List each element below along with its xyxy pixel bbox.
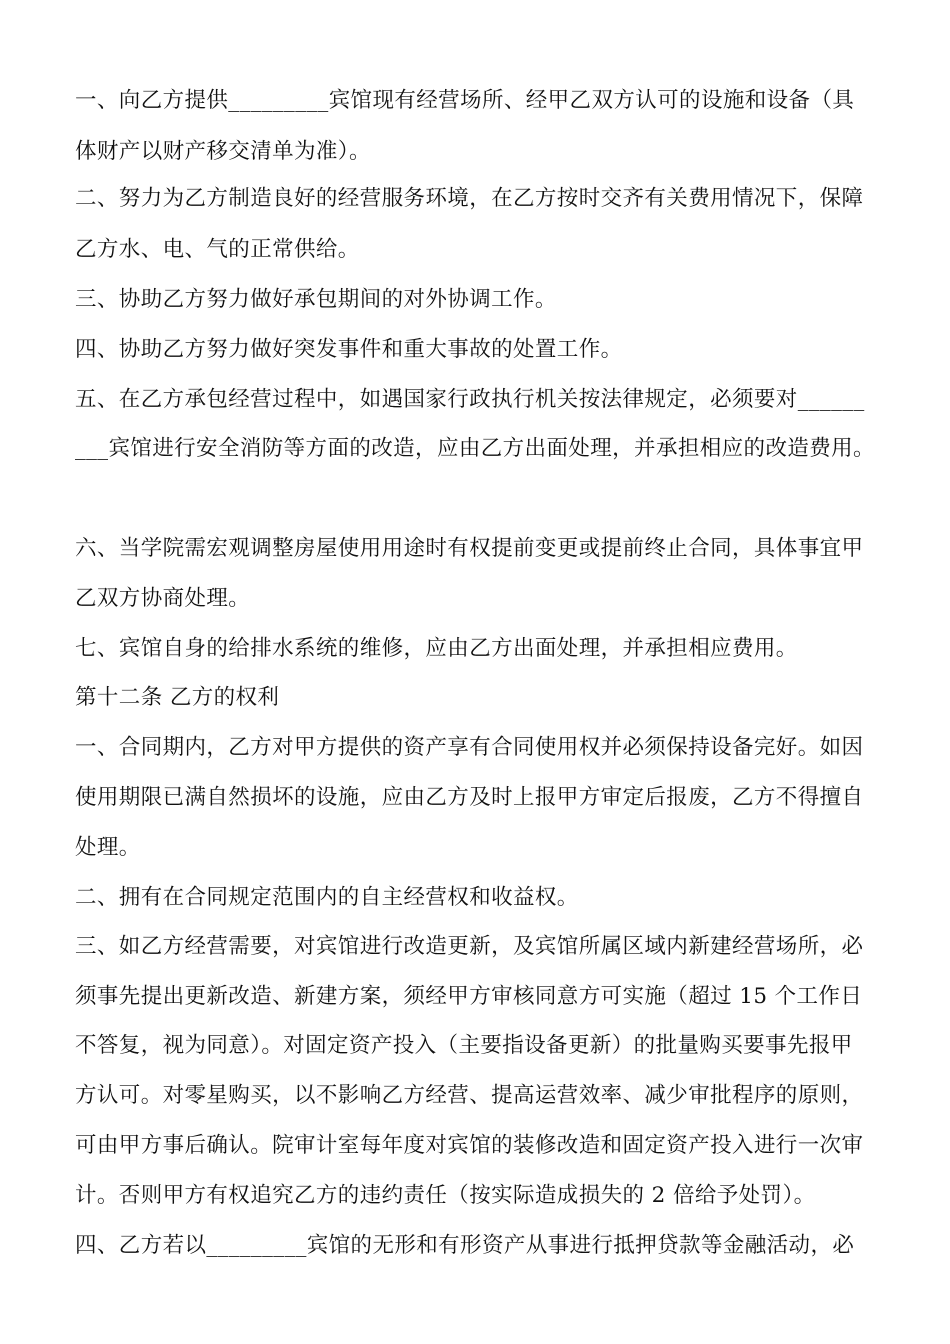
- text-line: 使用期限已满自然损坏的设施，应由乙方及时上报甲方审定后报废，乙方不得擅自: [75, 785, 864, 810]
- text-line: 七、宾馆自身的给排水系统的维修，应由乙方出面处理，并承担相应费用。: [75, 636, 798, 661]
- section-heading: 第十二条 乙方的权利: [75, 685, 280, 710]
- text-line: 乙方水、电、气的正常供给。: [75, 237, 360, 262]
- text-line: 一、合同期内，乙方对甲方提供的资产享有合同使用权并必须保持设备完好。如因: [75, 735, 864, 760]
- text-line: 一、向乙方提供_________宾馆现有经营场所、经甲乙双方认可的设施和设备（具: [75, 88, 855, 113]
- text-line: 体财产以财产移交清单为准）。: [75, 139, 371, 164]
- text-line: 不答复，视为同意）。对固定资产投入（主要指设备更新）的批量购买要事先报甲: [75, 1033, 853, 1058]
- text-line: 须事先提出更新改造、新建方案，须经甲方审核同意方可实施（超过 15 个工作日: [75, 984, 863, 1009]
- text-line: ___宾馆进行安全消防等方面的改造，应由乙方出面处理，并承担相应的改造费用。: [75, 436, 875, 461]
- text-line: 乙双方协商处理。: [75, 586, 251, 611]
- text-line: 可由甲方事后确认。院审计室每年度对宾馆的装修改造和固定资产投入进行一次审: [75, 1133, 864, 1158]
- text-line: 四、乙方若以_________宾馆的无形和有形资产从事进行抵押贷款等金融活动，必: [75, 1233, 855, 1258]
- text-line: 五、在乙方承包经营过程中，如遇国家行政执行机关按法律规定，必须要对______: [75, 387, 865, 412]
- text-line: 四、协助乙方努力做好突发事件和重大事故的处置工作。: [75, 337, 623, 362]
- text-line: 三、如乙方经营需要，对宾馆进行改造更新，及宾馆所属区域内新建经营场所，必: [75, 934, 864, 959]
- text-line: 计。否则甲方有权追究乙方的违约责任（按实际造成损失的 2 倍给予处罚）。: [75, 1183, 816, 1208]
- text-line: 二、努力为乙方制造良好的经营服务环境，在乙方按时交齐有关费用情况下，保障: [75, 186, 864, 211]
- text-line: 六、当学院需宏观调整房屋使用用途时有权提前变更或提前终止合同，具体事宜甲: [75, 536, 864, 561]
- text-line: 二、拥有在合同规定范围内的自主经营权和收益权。: [75, 885, 579, 910]
- text-line: 方认可。对零星购买，以不影响乙方经营、提高运营效率、减少审批程序的原则，: [75, 1083, 864, 1108]
- text-line: 三、协助乙方努力做好承包期间的对外协调工作。: [75, 287, 557, 312]
- text-line: 处理。: [75, 835, 141, 860]
